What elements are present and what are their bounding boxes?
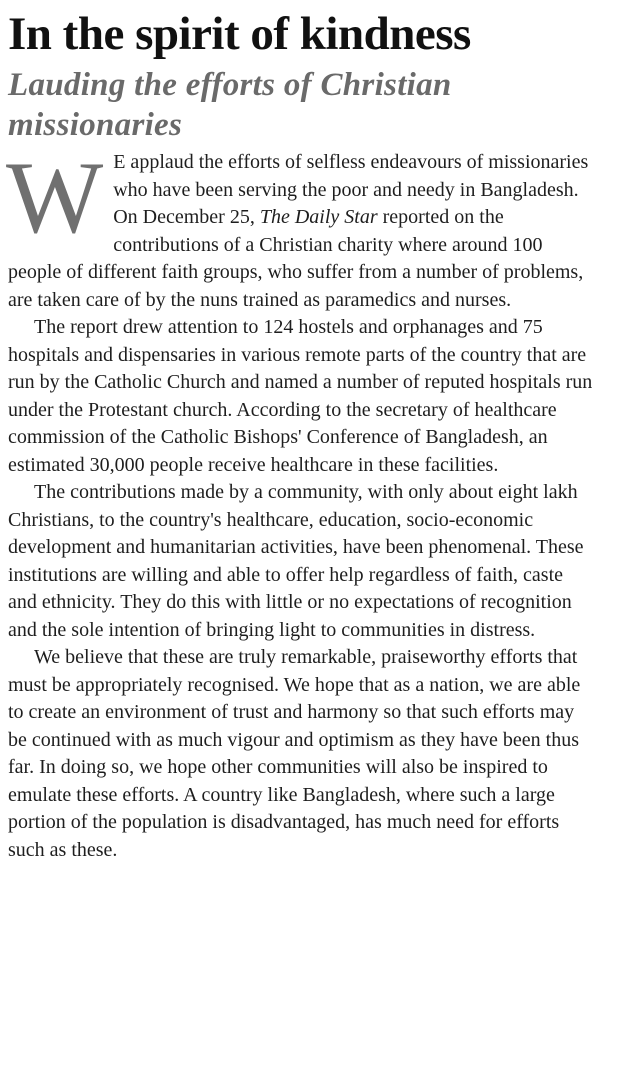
paragraph-1-rest: reported on the contributions of a Christian charity where around 100 people of different faith groups, who suffer from a number of problems, are taken care of by the nuns trained as paramedics and nurses.: [8, 206, 584, 311]
headline: In the spirit of kindness: [8, 8, 471, 60]
editorial-article: [8, 6, 594, 864]
paragraph-2: The report drew attention to 124 hostels and orphanages and 75 hospitals and dispensaries in various remote parts of the country that are run by the Catholic Church and named a number of reputed hospitals run under the Protestant church. According to the secretary of healthcare commission of the Catholic Bishops' Conference of Bangladesh, an estimated 30,000 people receive healthcare in these facilities.: [8, 316, 593, 476]
subheadline: Lauding the efforts of Christian missionaries: [8, 67, 452, 143]
paragraph-1-lead: E applaud the efforts of selfless endeavours of missionaries who have been serving the poor and needy in Bangladesh. On December 25,: [113, 151, 589, 228]
paragraph-4: We believe that these are truly remarkable, praiseworthy efforts that must be appropriately recognised. We hope that as a nation, we are able to create an environment of trust and harmony so that such efforts may be continued with as much vigour and optimism as they have been thus far. In doing so, we hope other communities will also be inspired to emulate these efforts. A country like Bangladesh, where such a large portion of the population is disadvantaged, has much need for efforts such as these.: [8, 646, 581, 861]
article-body: [6, 141, 594, 864]
paragraph-1: [6, 141, 594, 314]
drop-cap: W: [6, 141, 104, 255]
paragraph-3: The contributions made by a community, with only about eight lakh Christians, to the country's healthcare, education, socio-economic development and humanitarian activities, have been phenomenal. These institutions are willing and able to offer help regardless of faith, caste and ethnicity. They do this with little or no expectations of recognition and the sole intention of bringing light to communities in distress.: [8, 481, 584, 641]
publication-name: The Daily Star: [259, 206, 378, 228]
